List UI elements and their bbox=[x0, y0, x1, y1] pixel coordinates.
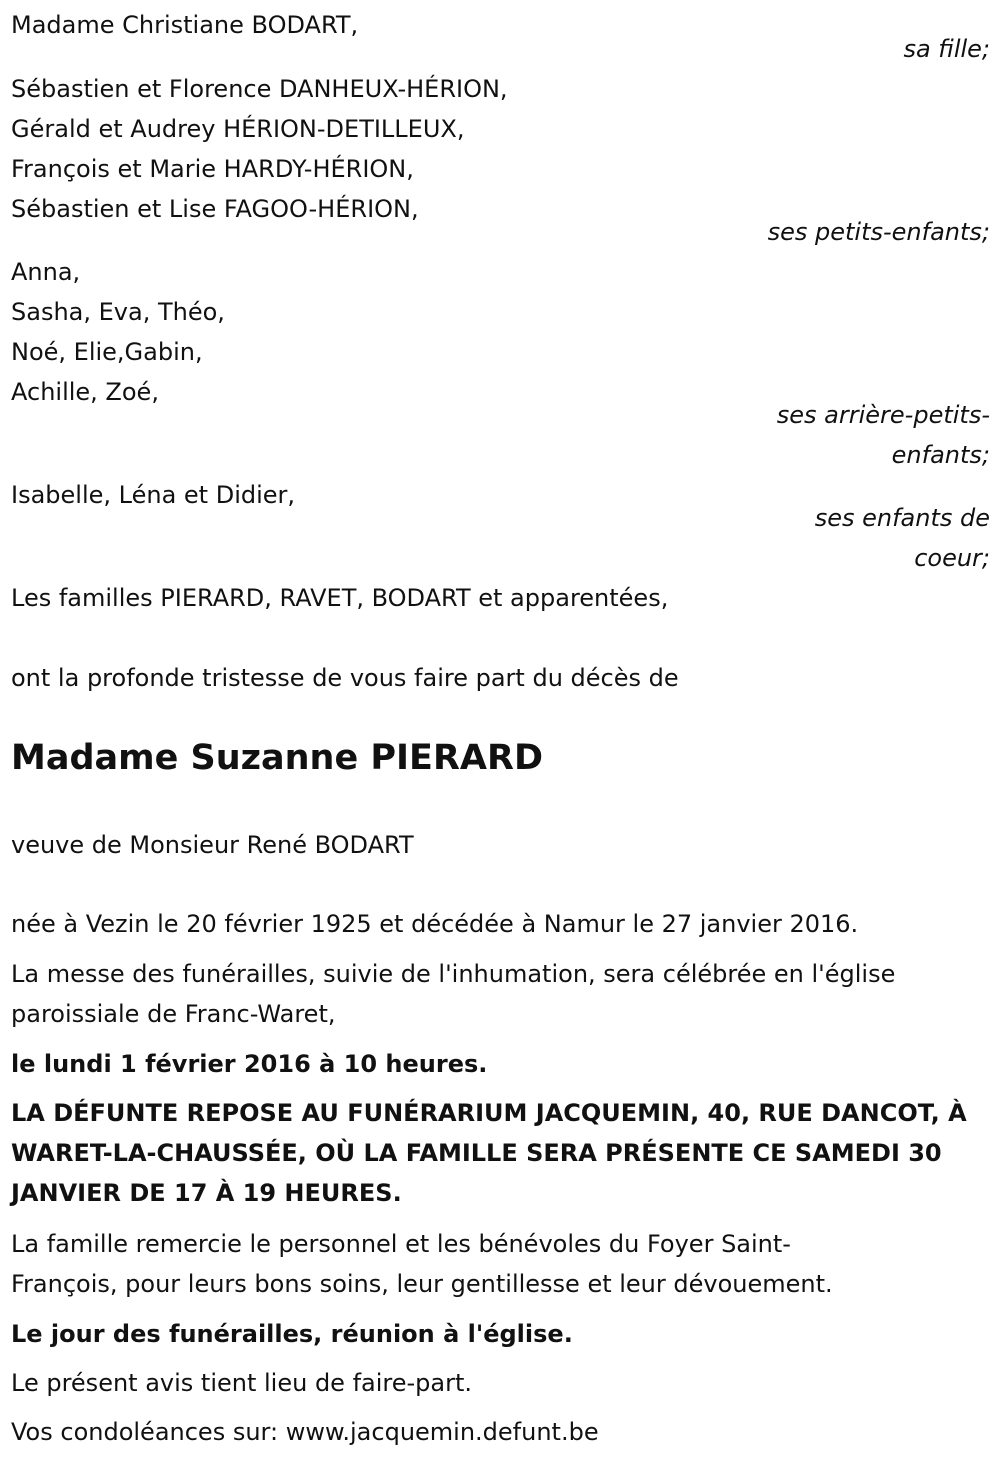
repose-text: WARET-LA-CHAUSSÉE, OÙ LA FAMILLE SERA PRÉSENTE CE SAMEDI 30 bbox=[11, 1139, 942, 1167]
daughter-role: sa fille; bbox=[903, 35, 990, 63]
families-line: Les familles PIERARD, RAVET, BODART et apparentées, bbox=[11, 584, 669, 612]
grandchildren-role: ses petits-enfants; bbox=[767, 218, 990, 246]
great-grandchildren-role: enfants; bbox=[891, 441, 990, 469]
heart-children-role: coeur; bbox=[914, 544, 990, 572]
heart-children-role: ses enfants de bbox=[814, 504, 990, 532]
mass-text: paroissiale de Franc-Waret, bbox=[11, 1000, 336, 1028]
thanks-text: La famille remercie le personnel et les bénévoles du Foyer Saint- bbox=[11, 1230, 791, 1258]
great-grandchild-line: Sasha, Eva, Théo, bbox=[11, 298, 225, 326]
grandchild-line: Sébastien et Florence DANHEUX-HÉRION, bbox=[11, 75, 508, 103]
deceased-name: Madame Suzanne PIERARD bbox=[11, 738, 544, 778]
great-grandchildren-role: ses arrière-petits- bbox=[776, 401, 990, 429]
mass-text: La messe des funérailles, suivie de l'inhumation, sera célébrée en l'église bbox=[11, 960, 896, 988]
mass-date: le lundi 1 février 2016 à 10 heures. bbox=[11, 1050, 488, 1078]
grandchild-line: Gérald et Audrey HÉRION-DETILLEUX, bbox=[11, 115, 465, 143]
great-grandchild-line: Noé, Elie,Gabin, bbox=[11, 338, 203, 366]
repose-text: LA DÉFUNTE REPOSE AU FUNÉRARIUM JACQUEMIN, 40, RUE DANCOT, À bbox=[11, 1099, 967, 1127]
widow-of-text: veuve de Monsieur René BODART bbox=[11, 831, 414, 859]
grandchild-line: François et Marie HARDY-HÉRION, bbox=[11, 155, 414, 183]
great-grandchild-line: Achille, Zoé, bbox=[11, 378, 159, 406]
announcement-text: ont la profonde tristesse de vous faire part du décès de bbox=[11, 664, 679, 692]
daughter-name: Madame Christiane BODART, bbox=[11, 11, 359, 39]
repose-text: JANVIER DE 17 À 19 HEURES. bbox=[11, 1179, 402, 1207]
meeting-text: Le jour des funérailles, réunion à l'église. bbox=[11, 1320, 573, 1348]
grandchild-line: Sébastien et Lise FAGOO-HÉRION, bbox=[11, 195, 419, 223]
birth-death-text: née à Vezin le 20 février 1925 et décédée à Namur le 27 janvier 2016. bbox=[11, 910, 859, 938]
thanks-text: François, pour leurs bons soins, leur gentillesse et leur dévouement. bbox=[11, 1270, 833, 1298]
condolences-text: Vos condoléances sur: www.jacquemin.defunt.be bbox=[11, 1418, 599, 1446]
notice-text: Le présent avis tient lieu de faire-part. bbox=[11, 1369, 473, 1397]
great-grandchild-line: Anna, bbox=[11, 258, 81, 286]
heart-children-line: Isabelle, Léna et Didier, bbox=[11, 481, 296, 509]
